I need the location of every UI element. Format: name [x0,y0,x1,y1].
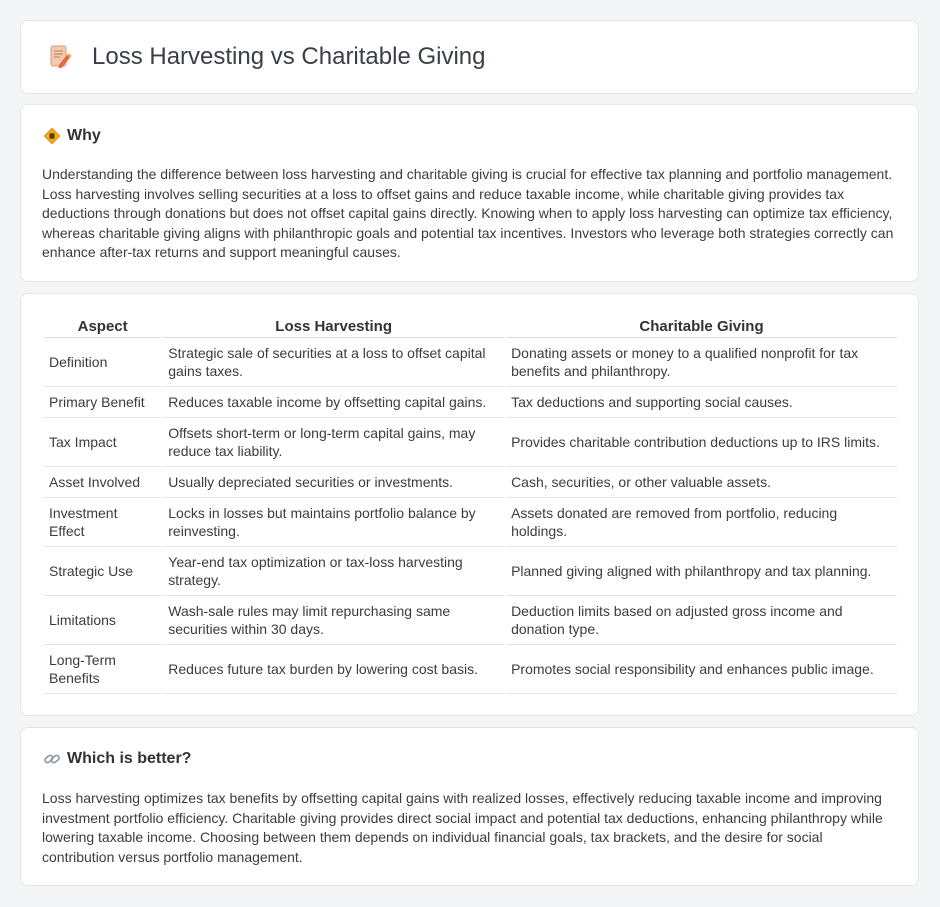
aspect-cell: Long-Term Benefits [44,645,161,694]
page-title: Loss Harvesting vs Charitable Giving [92,43,486,70]
loss-harvesting-cell: Wash-sale rules may limit repurchasing same securities within 30 days. [163,596,504,645]
document-pencil-icon [46,43,74,71]
comparison-table [42,314,899,694]
aspect-cell: Limitations [44,596,161,645]
aspect-cell: Tax Impact [44,418,161,467]
table-row [44,387,897,418]
which-is-better-section [20,727,919,886]
link-icon [43,750,61,768]
charitable-giving-cell: Provides charitable contribution deductions up to IRS limits. [506,418,897,467]
table-row [44,467,897,498]
charitable-giving-cell: Cash, securities, or other valuable assets. [506,467,897,498]
which-is-better-heading [43,750,191,768]
charitable-giving-cell: Assets donated are removed from portfolio, reducing holdings. [506,498,897,547]
which-is-better-title: Which is better? [67,750,192,767]
page-header [46,43,486,71]
table-row [44,418,897,467]
charitable-giving-cell: Promotes social responsibility and enhances public image. [506,645,897,694]
loss-harvesting-cell: Year-end tax optimization or tax-loss harvesting strategy. [163,547,504,596]
column-header-loss-harvesting: Loss Harvesting [163,314,504,338]
diamond-sign-icon [43,127,61,145]
header-card [20,20,919,94]
why-heading [43,127,101,145]
aspect-cell: Strategic Use [44,547,161,596]
loss-harvesting-cell: Offsets short-term or long-term capital gains, may reduce tax liability. [163,418,504,467]
loss-harvesting-cell: Reduces taxable income by offsetting capital gains. [163,387,504,418]
table-row [44,596,897,645]
comparison-section [20,293,919,716]
charitable-giving-cell: Tax deductions and supporting social causes. [506,387,897,418]
aspect-cell: Investment Effect [44,498,161,547]
charitable-giving-cell: Deduction limits based on adjusted gross income and donation type. [506,596,897,645]
table-row [44,547,897,596]
loss-harvesting-cell: Reduces future tax burden by lowering cost basis. [163,645,504,694]
table-header-row [44,314,897,338]
table-row [44,338,897,387]
loss-harvesting-cell: Strategic sale of securities at a loss to offset capital gains taxes. [163,338,504,387]
aspect-cell: Asset Involved [44,467,161,498]
why-paragraph: Understanding the difference between loss harvesting and charitable giving is crucial for effective tax planning and portfolio management. Loss harvesting involves selling securities at a loss to offset gains and reduce taxable income, while charitable giving provides tax deductions through donations but does not offset capital gains directly. Knowing when to apply loss harvesting can optimize tax efficiency, whereas charitable giving aligns with philanthropic goals and potential tax incentives. Investors who leverage both strategies correctly can enhance after-tax returns and support meaningful causes. [42,166,894,261]
charitable-giving-cell: Donating assets or money to a qualified nonprofit for tax benefits and philanthropy. [506,338,897,387]
table-row [44,498,897,547]
column-header-charitable-giving: Charitable Giving [506,314,897,338]
loss-harvesting-cell: Locks in losses but maintains portfolio balance by reinvesting. [163,498,504,547]
column-header-aspect: Aspect [44,314,161,338]
table-row [44,645,897,694]
which-is-better-paragraph: Loss harvesting optimizes tax benefits by offsetting capital gains with realized losses, effectively reducing taxable income and improving investment portfolio efficiency. Charitable giving provides direct social impact and potential tax deductions, enhancing philanthropy while lowering taxable income. Choosing between them depends on individual financial goals, tax brackets, and the desire for social contribution versus portfolio management. [42,790,883,865]
why-title: Why [67,127,101,144]
loss-harvesting-cell: Usually depreciated securities or investments. [163,467,504,498]
aspect-cell: Definition [44,338,161,387]
why-section [20,104,919,282]
charitable-giving-cell: Planned giving aligned with philanthropy and tax planning. [506,547,897,596]
aspect-cell: Primary Benefit [44,387,161,418]
